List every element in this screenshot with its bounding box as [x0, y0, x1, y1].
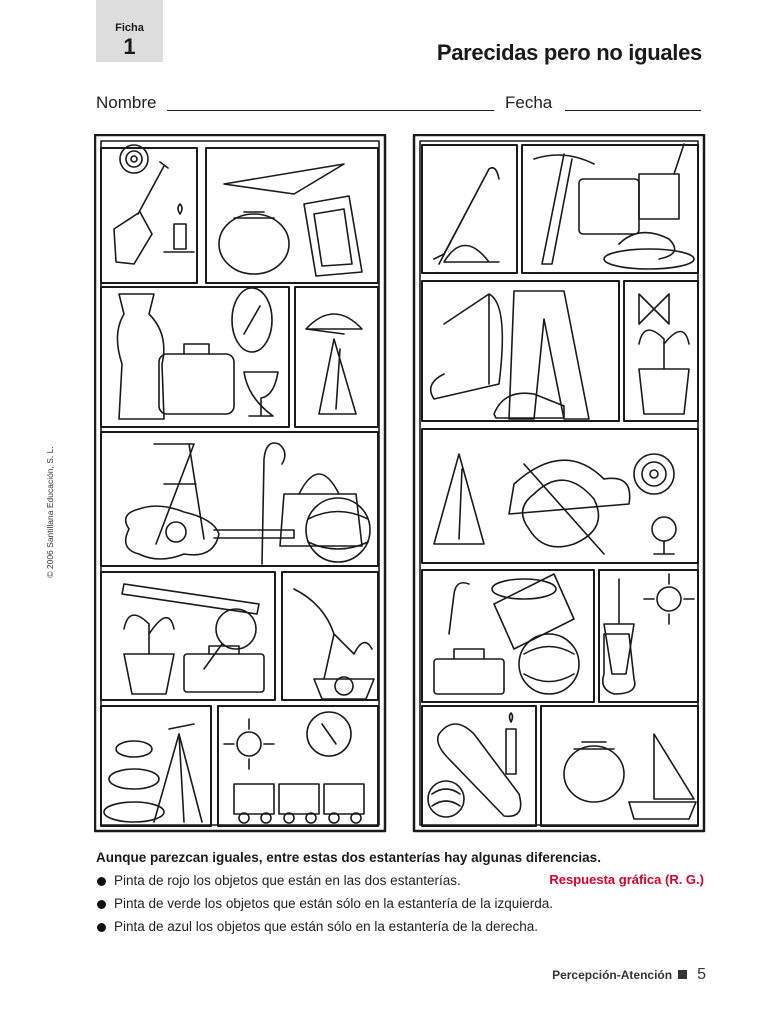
list-item — [96, 896, 716, 911]
picture-frame-icon — [304, 196, 362, 276]
cap-icon — [306, 314, 362, 334]
name-label: Nombre — [96, 93, 157, 112]
lamp-icon — [652, 517, 676, 554]
umbrella-icon — [434, 168, 499, 264]
yarn-icon — [428, 781, 464, 817]
date-field-line[interactable] — [565, 110, 701, 111]
teapot-icon — [219, 212, 289, 274]
ball-icon — [519, 634, 579, 694]
copyright-notice: © 2006 Santillana Educación, S. L. — [45, 446, 55, 578]
name-field-line[interactable] — [167, 110, 494, 111]
guitar-icon — [126, 506, 294, 559]
teapot-icon — [564, 742, 624, 802]
cane-icon — [449, 583, 469, 634]
toolbox-icon — [184, 646, 264, 692]
telephone-icon — [314, 677, 374, 699]
metronome-icon — [434, 454, 484, 544]
cakes-icon — [104, 741, 164, 822]
ficha-label: Ficha — [115, 22, 144, 34]
square-icon — [678, 970, 687, 979]
toolbox-icon — [434, 649, 504, 694]
cup-icon — [244, 372, 278, 416]
list-item — [96, 919, 716, 934]
right-shelf-objects — [428, 144, 696, 819]
page-number: 5 — [697, 966, 706, 983]
page-footer — [552, 966, 706, 984]
metronome-icon — [319, 339, 356, 414]
bullet-icon — [97, 900, 106, 909]
instructions-block — [96, 850, 716, 942]
radio-icon — [579, 144, 684, 234]
mirror-icon — [232, 288, 272, 352]
suitcase-icon — [159, 344, 234, 414]
easel-icon — [154, 444, 204, 544]
bullet-icon — [97, 923, 106, 932]
right-shelf — [414, 135, 704, 831]
shelves-illustration — [94, 134, 714, 834]
candle-icon — [506, 713, 516, 774]
date-label: Fecha — [505, 93, 553, 112]
shoe-icon — [494, 393, 564, 418]
handbag-icon — [280, 474, 362, 546]
sun-icon — [224, 719, 274, 769]
roast-chicken-icon — [604, 233, 694, 269]
sun-icon — [644, 574, 694, 624]
left-shelf — [95, 135, 385, 831]
instruction-text: Pinta de verde los objetos que están sólo en la estantería de la izquierda. — [114, 896, 554, 911]
pennant-icon — [224, 164, 344, 194]
instruction-text: Pinta de rojo los objetos que están en las dos estanterías. — [114, 873, 461, 888]
target-icon — [120, 145, 148, 173]
clock-icon — [307, 712, 351, 756]
trumpet-icon — [431, 294, 503, 399]
target-icon — [634, 454, 674, 494]
bread-icon — [438, 724, 521, 816]
pickaxe-icon — [534, 154, 594, 264]
ficha-tab — [96, 0, 163, 62]
sailboat-icon — [629, 734, 696, 819]
instructions-intro: Aunque parezcan iguales, entre estas dos estanterías hay algunas diferencias. — [96, 850, 601, 865]
bullet-icon — [97, 877, 106, 886]
trumpet-icon — [294, 589, 372, 679]
answer-note: Respuesta gráfica (R. G.) — [549, 872, 704, 887]
bow-icon — [639, 294, 669, 324]
plant-icon — [639, 330, 689, 414]
ficha-number: 1 — [123, 34, 136, 59]
instructions-list — [96, 873, 716, 934]
section-label: Percepción-Atención — [552, 968, 673, 982]
candle-icon — [164, 204, 194, 252]
shovel-icon — [604, 579, 634, 674]
vase-icon — [117, 294, 164, 419]
left-shelf-objects — [104, 145, 374, 823]
magnifier-icon — [204, 609, 256, 669]
train-icon — [234, 784, 364, 823]
page-title: Parecidas pero no iguales — [436, 40, 702, 65]
list-item — [96, 873, 716, 888]
plant-icon — [124, 615, 174, 694]
cap-icon — [444, 246, 499, 263]
shovel-icon — [114, 162, 168, 264]
instruction-text: Pinta de azul los objetos que están sólo en la estantería de la derecha. — [114, 919, 539, 934]
